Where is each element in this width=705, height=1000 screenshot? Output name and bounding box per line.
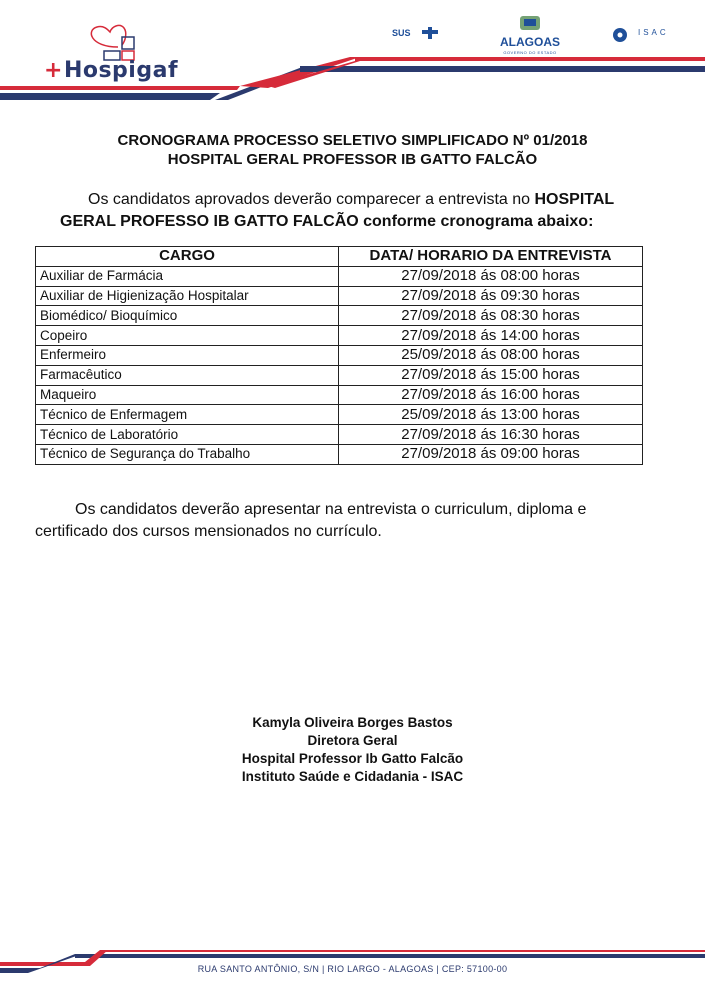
table-row <box>36 266 643 286</box>
cargo-cell: Técnico de Laboratório <box>36 425 339 445</box>
cargo-cell: Copeiro <box>36 326 339 346</box>
interview-datetime-cell: 27/09/2018 ás 14:00 horas <box>339 326 643 346</box>
signatory-name: Kamyla Oliveira Borges Bastos <box>252 715 453 730</box>
isac-logo: ISAC <box>638 28 669 37</box>
intro-paragraph: Os candidatos aprovados deverão comparecer a entrevista no HOSPITAL GERAL PROFESSO IB GATTO FALCÃO conforme cronograma abaixo: <box>60 191 614 230</box>
table-row <box>36 345 643 365</box>
interview-datetime-cell: 27/09/2018 ás 15:00 horas <box>339 365 643 385</box>
table-row <box>36 444 643 464</box>
signatory-hospital: Hospital Professor Ib Gatto Falcão <box>241 751 464 766</box>
interview-datetime-cell: 27/09/2018 ás 16:30 horas <box>339 425 643 445</box>
table-row <box>36 286 643 306</box>
interview-datetime-cell: 27/09/2018 ás 08:00 horas <box>339 266 643 286</box>
table-row <box>36 405 643 425</box>
document-subtitle: HOSPITAL GERAL PROFESSOR IB GATTO FALCÃO <box>167 151 538 168</box>
interview-datetime-cell: 25/09/2018 ás 13:00 horas <box>339 405 643 425</box>
column-header-data: DATA/ HORARIO DA ENTREVISTA <box>339 247 643 267</box>
signature-block <box>0 714 705 786</box>
footer-stripes <box>0 940 705 980</box>
footer-address: RUA SANTO ANTÔNIO, S/N | RIO LARGO - ALAGOAS | CEP: 57100-00 <box>197 964 508 974</box>
sus-logo: SUS <box>392 28 411 38</box>
signatory-institute: Instituto Saúde e Cidadania - ISAC <box>241 769 464 784</box>
header-stripes <box>0 0 705 100</box>
cargo-cell: Técnico de Segurança do Trabalho <box>36 444 339 464</box>
interview-datetime-cell: 27/09/2018 ás 08:30 horas <box>339 306 643 326</box>
signatory-role: Diretora Geral <box>307 733 398 748</box>
table-header-row <box>36 247 643 267</box>
interview-datetime-cell: 27/09/2018 ás 09:30 horas <box>339 286 643 306</box>
alagoas-logo: ALAGOAS <box>500 35 560 49</box>
table-row <box>36 425 643 445</box>
cargo-cell: Auxiliar de Higienização Hospitalar <box>36 286 339 306</box>
table-row <box>36 365 643 385</box>
interview-datetime-cell: 25/09/2018 ás 08:00 horas <box>339 345 643 365</box>
table-row <box>36 306 643 326</box>
interview-datetime-cell: 27/09/2018 ás 16:00 horas <box>339 385 643 405</box>
hospigaf-logo: +Hospigaf <box>44 58 179 83</box>
cargo-cell: Biomédico/ Bioquímico <box>36 306 339 326</box>
heart-logo-icon <box>91 25 125 47</box>
cargo-cell: Farmacêutico <box>36 365 339 385</box>
cargo-cell: Enfermeiro <box>36 345 339 365</box>
cargo-cell: Maqueiro <box>36 385 339 405</box>
schedule-table <box>35 246 643 465</box>
document-title: CRONOGRAMA PROCESSO SELETIVO SIMPLIFICADO Nº 01/2018 <box>117 132 588 149</box>
cargo-cell: Auxiliar de Farmácia <box>36 266 339 286</box>
cargo-cell: Técnico de Enfermagem <box>36 405 339 425</box>
interview-datetime-cell: 27/09/2018 ás 09:00 horas <box>339 444 643 464</box>
column-header-cargo: CARGO <box>36 247 339 267</box>
closing-paragraph: Os candidatos deverão apresentar na entrevista o curriculum, diploma e certificado dos cursos mensionados no currículo. <box>35 501 587 540</box>
table-row <box>36 385 643 405</box>
alagoas-subtitle: GOVERNO DO ESTADO <box>503 50 557 55</box>
plus-icon: + <box>44 58 63 83</box>
table-row <box>36 326 643 346</box>
